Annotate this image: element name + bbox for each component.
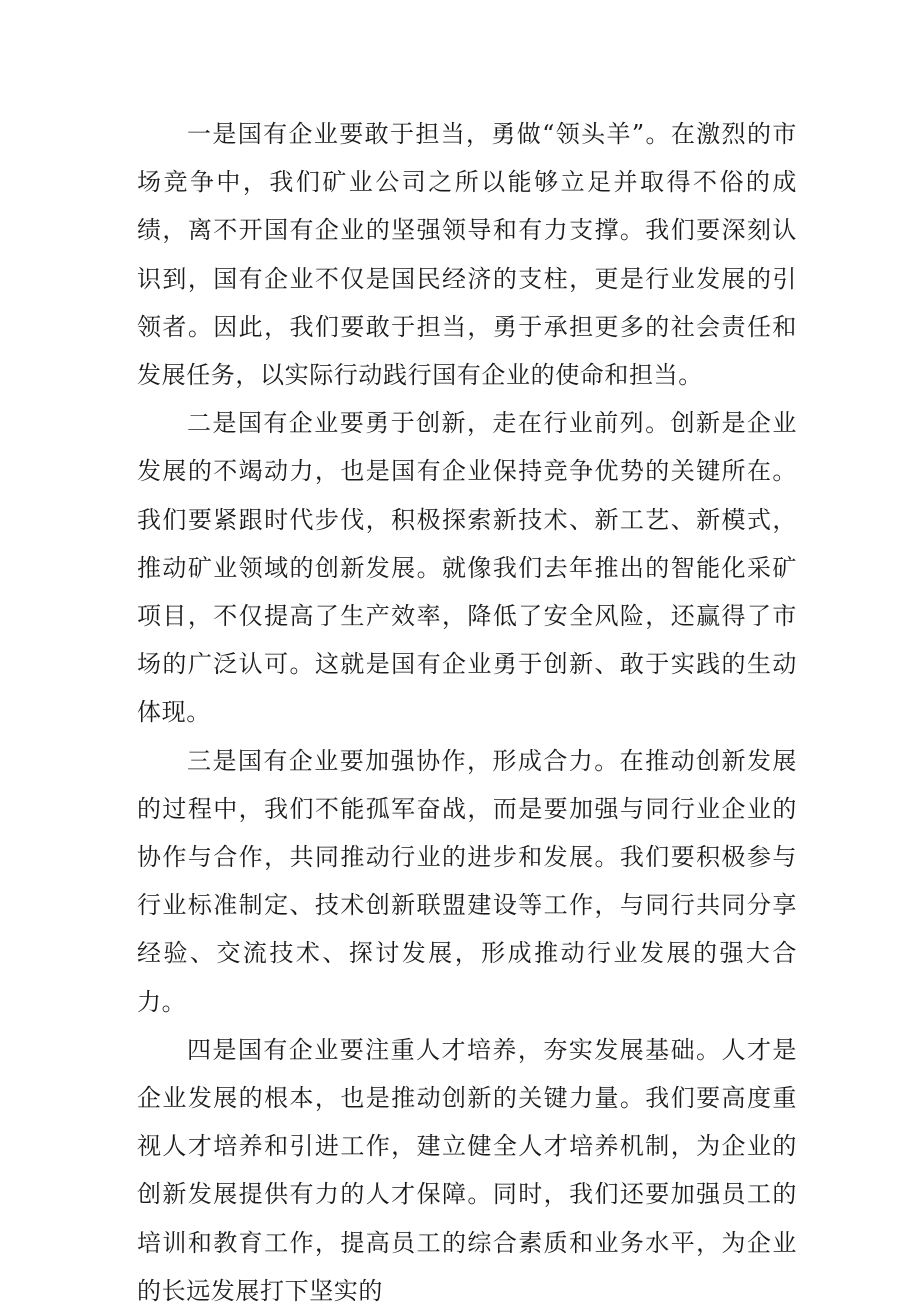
paragraph-3: 三是国有企业要加强协作，形成合力。在推动创新发展的过程中，我们不能孤军奋战，而是要加强与同行业企业的协作与合作，共同推动行业的进步和发展。我们要积极参与行业标准制定、技术创新联盟建设等工作，与同行共同分享经验、交流技术、探讨发展，形成推动行业发展的强大合力。 [137, 746, 797, 1016]
document-body [137, 110, 797, 1315]
paragraph-4: 四是国有企业要注重人才培养，夯实发展基础。人才是企业发展的根本，也是推动创新的关键力量。我们要高度重视人才培养和引进工作，建立健全人才培养机制，为企业的创新发展提供有力的人才保障。同时，我们还要加强员工的培训和教育工作，提高员工的综合素质和业务水平，为企业的长远发展打下坚实的 [137, 1035, 797, 1305]
paragraph-2: 二是国有企业要勇于创新，走在行业前列。创新是企业发展的不竭动力，也是国有企业保持竞争优势的关键所在。我们要紧跟时代步伐，积极探索新技术、新工艺、新模式，推动矿业领域的创新发展。就像我们去年推出的智能化采矿项目，不仅提高了生产效率，降低了安全风险，还赢得了市场的广泛认可。这就是国有企业勇于创新、敢于实践的生动体现。 [137, 409, 797, 727]
paragraph-1: 一是国有企业要敢于担当，勇做“领头羊”。在激烈的市场竞争中，我们矿业公司之所以能够立足并取得不俗的成绩，离不开国有企业的坚强领导和有力支撑。我们要深刻认识到，国有企业不仅是国民经济的支柱，更是行业发展的引领者。因此，我们要敢于担当，勇于承担更多的社会责任和发展任务，以实际行动践行国有企业的使命和担当。 [137, 120, 797, 390]
